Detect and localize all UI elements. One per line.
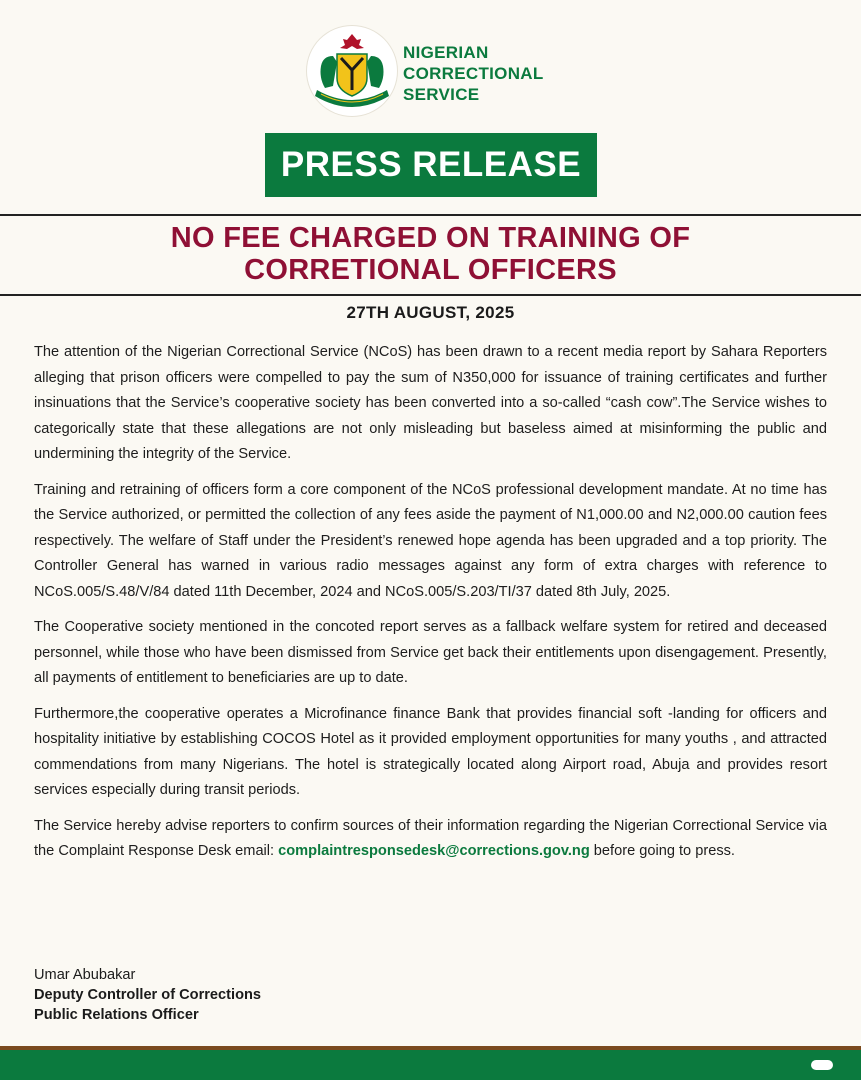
org-name-line-2: CORRECTIONAL: [403, 64, 544, 83]
headline: [0, 222, 861, 286]
signature-block: [34, 965, 261, 1025]
release-date: 27TH AUGUST, 2025: [346, 303, 515, 322]
divider-bottom: [0, 294, 861, 296]
org-name: [403, 42, 544, 105]
press-body: [34, 340, 827, 875]
crest-logo-icon: [307, 26, 397, 116]
signatory-name: Umar Abubakar: [34, 967, 136, 983]
headline-line-2: CORRETIONAL OFFICERS: [244, 254, 617, 286]
paragraph-1: The attention of the Nigerian Correctional Service (NCoS) has been drawn to a recent media report by Sahara Reporters alleging that prison officers were compelled to pay the sum of N350,000 for issuance of training certificates and further insinuations that the Service’s cooperative society has been converted into a so-called “cash cow”.The Service wishes to categorically state that these allegations are not only misleading but baseless aimed at misinforming the public and undermining the integrity of the Service.: [34, 344, 827, 462]
footer-badge-icon: [811, 1060, 833, 1070]
divider-top: [0, 214, 861, 216]
signatory-title-1: Deputy Controller of Corrections: [34, 987, 262, 1003]
complaint-email-link[interactable]: complaintresponsedesk@corrections.gov.ng: [278, 843, 590, 859]
crest-svg: [307, 26, 397, 116]
paragraph-2: Training and retraining of officers form a core component of the NCoS professional development mandate. At no time has the Service authorized, or permitted the collection of any fees aside the payment of N1,000.00 and N2,000.00 caution fees respectively. The welfare of Staff under the President’s renewed hope agenda has been upgraded and a top priority. The Controller General has warned in various radio messages against any form of extra charges with reference to NCoS.005/S.48/V/84 dated 11th December, 2024 and NCoS.005/S.203/TI/37 dated 8th July, 2025.: [34, 481, 827, 600]
header: [0, 26, 861, 122]
paragraph-4: Furthermore,the cooperative operates a Microfinance finance Bank that provides financial soft -landing for officers and hospitality initiative by establishing COCOS Hotel as it provided employment opportunities for many youths , and attracted commendations from many Nigerians. The hotel is strategically located along Airport road, Abuja and provides resort services especially during transit periods.: [34, 705, 827, 798]
paragraph-5: [34, 814, 827, 865]
closing-text-after: before going to press.: [589, 843, 735, 859]
org-name-line-1: NIGERIAN: [403, 43, 489, 62]
org-name-line-3: SERVICE: [403, 85, 480, 104]
paragraph-3: The Cooperative society mentioned in the concoted report serves as a fallback welfare system for retired and deceased personnel, while those who have been dismissed from Service get back their entitlements upon disengagement. Presently, all payments of entitlement to beneficiaries are up to date.: [34, 619, 827, 686]
signatory-title-2: Public Relations Officer: [34, 1007, 199, 1023]
headline-line-1: NO FEE CHARGED ON TRAINING OF: [170, 222, 691, 254]
footer-bar: [0, 1046, 861, 1080]
closing-text-before: The Service hereby advise reporters to confirm sources of their information regarding the Nigerian Correctional Service via the Complaint Response Desk email:: [34, 817, 827, 859]
press-release-banner: PRESS RELEASE: [265, 133, 597, 197]
